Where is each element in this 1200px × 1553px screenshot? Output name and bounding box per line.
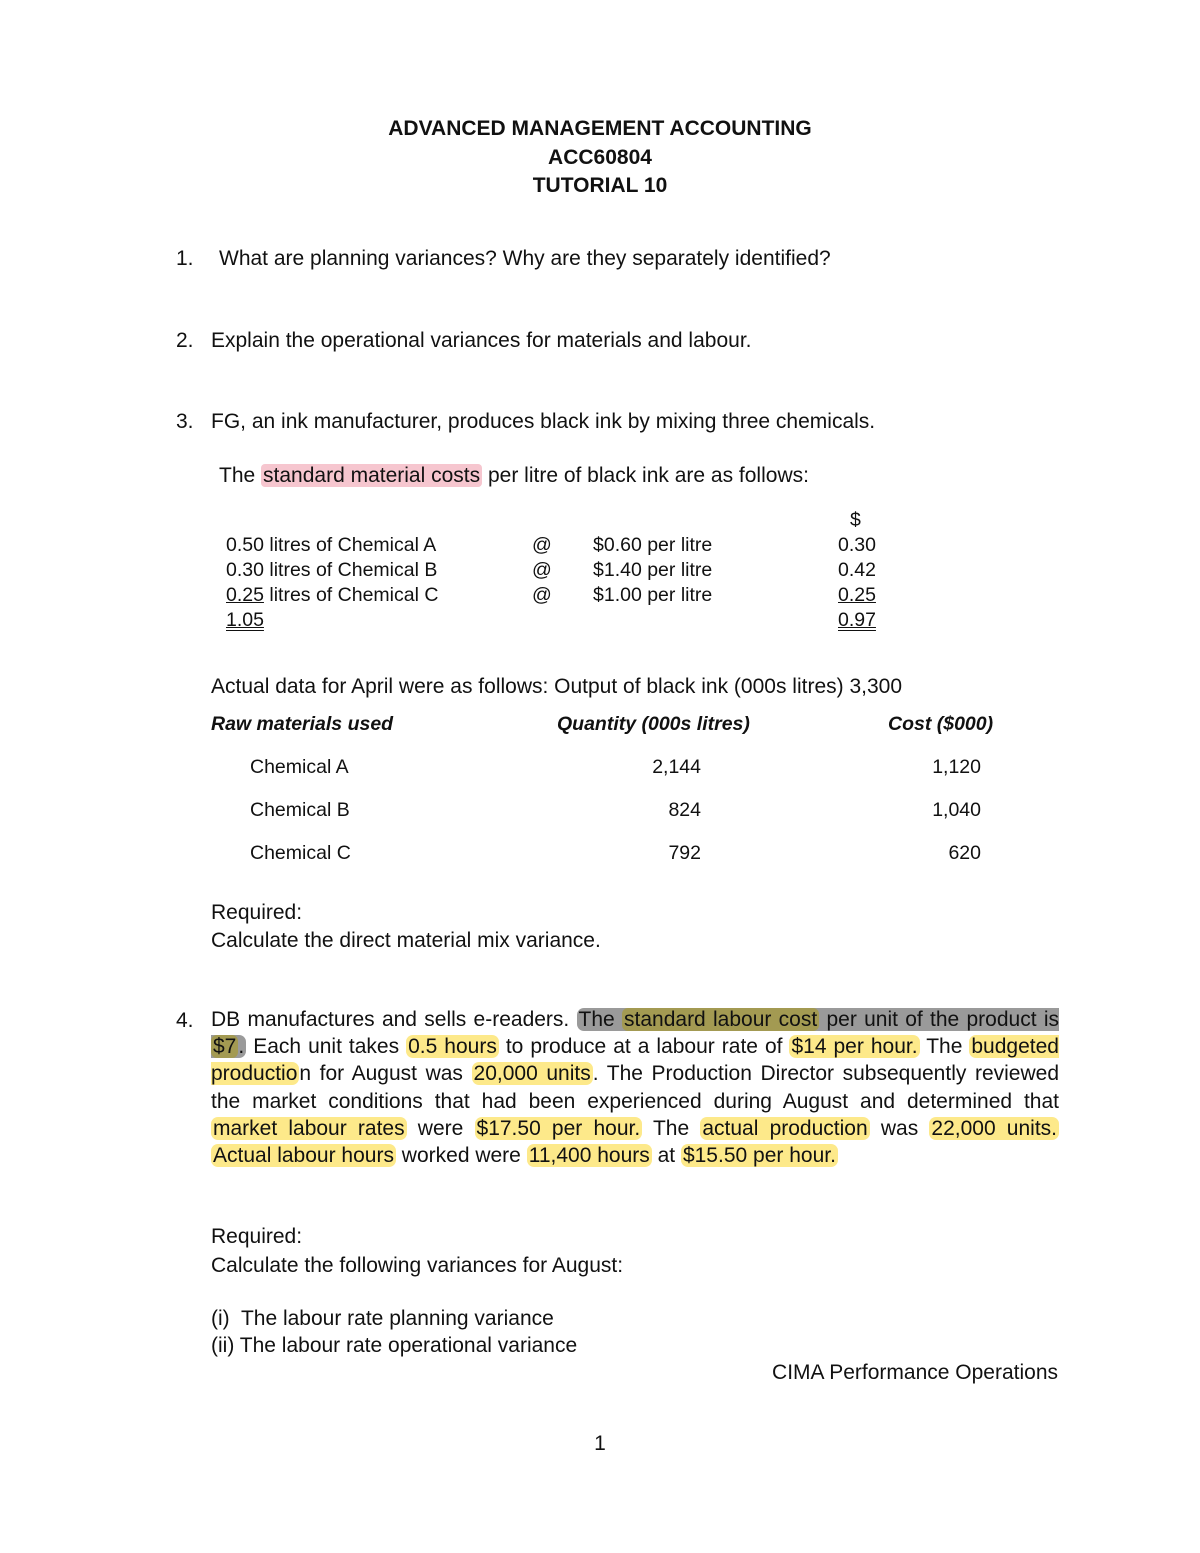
highlight-actual-rate: $15.50 per hour.	[682, 1144, 836, 1168]
source-attribution: CIMA Performance Operations	[772, 1361, 1058, 1384]
actual-data-text: Actual data for April were as follows: Output of black ink (000s litres) 3,300	[211, 675, 903, 698]
actual-row-a-qty: 2,144	[652, 756, 701, 778]
std-row-a-cost: 0.30	[838, 534, 876, 556]
col-header-materials: Raw materials used	[211, 713, 394, 735]
q2-number: 2.	[176, 329, 194, 352]
highlight-market-labour-rates: market labour rates	[213, 1116, 405, 1140]
q3-number: 3.	[176, 410, 194, 433]
std-total-qty: 1.05	[226, 609, 264, 631]
q4-item-ii: (ii) The labour rate operational variance	[211, 1334, 578, 1357]
highlight-standard-labour-cost: standard labour cost	[624, 1008, 818, 1031]
highlight-seven-dollars: $7	[213, 1035, 237, 1059]
q3-required-text: Calculate the direct material mix variance.	[211, 929, 601, 952]
page-number: 1	[594, 1432, 606, 1455]
highlight-budgeted-production: budgeted productio	[211, 1035, 1059, 1086]
actual-row-c-name: Chemical C	[250, 842, 351, 864]
highlight-market-rate-value: $17.50 per hour.	[476, 1116, 641, 1140]
q4-required-label: Required:	[211, 1225, 303, 1248]
highlight-hours-worked: 11,400 hours	[528, 1144, 650, 1168]
cost-column-header: $	[850, 509, 861, 531]
std-row-a-desc: 0.50 litres of Chemical A	[226, 534, 437, 556]
highlight-half-hour: 0.5 hours	[408, 1035, 497, 1059]
highlight-labour-rate: $14 per hour.	[791, 1035, 918, 1059]
highlight-actual-production: actual production	[702, 1116, 868, 1140]
q3-required-label: Required:	[211, 901, 303, 924]
actual-row-b-qty: 824	[668, 799, 701, 821]
q2-text: Explain the operational variances for materials and labour.	[211, 329, 752, 352]
std-row-a-at: @	[532, 534, 552, 556]
q4-number: 4.	[176, 1009, 194, 1032]
std-row-b-rate: $1.40 per litre	[593, 559, 713, 581]
q1-number: 1.	[176, 247, 194, 270]
std-row-b-desc: 0.30 litres of Chemical B	[226, 559, 438, 581]
std-row-c-at: @	[532, 584, 552, 606]
highlight-actual-labour-hours: Actual labour hours	[213, 1144, 394, 1168]
standard-cost-intro: The standard material costs per litre of black ink are as follows:	[219, 464, 809, 487]
actual-row-b-name: Chemical B	[250, 799, 350, 821]
highlight-budgeted-units: 20,000 units	[473, 1062, 591, 1086]
q1-text: What are planning variances? Why are they separately identified?	[219, 247, 831, 270]
std-row-c-desc: 0.25 litres of Chemical C	[226, 584, 439, 606]
std-row-a-rate: $0.60 per litre	[593, 534, 713, 556]
q4-paragraph: DB manufactures and sells e-readers. The standard labour cost per unit of the product is $7. Each unit takes 0.5 hours to produce at a labour rate of $14 per hour. The budgeted production for August was 20,000 units. The Production Director subsequently reviewed the market conditions that had been experienced during August and determined that market labour rates were $17.50 per hour. The actual production was 22,000 units. Actual labour hours worked were 11,400 hours at $15.50 per hour.	[211, 1008, 1059, 1168]
course-code: ACC60804	[548, 146, 652, 169]
std-row-b-at: @	[532, 559, 552, 581]
std-row-b-cost: 0.42	[838, 559, 876, 581]
q3-text: FG, an ink manufacturer, produces black ink by mixing three chemicals.	[211, 410, 876, 433]
q4-item-i: (i) The labour rate planning variance	[211, 1307, 554, 1330]
highlight-grey: The standard labour cost per unit of the product is $7.	[213, 1008, 1059, 1059]
std-total-cost: 0.97	[838, 609, 876, 631]
col-header-quantity: Quantity (000s litres)	[557, 713, 750, 735]
std-row-c-cost: 0.25	[838, 584, 876, 606]
tutorial-title: TUTORIAL 10	[532, 174, 668, 197]
std-row-c-rate: $1.00 per litre	[593, 584, 713, 606]
highlight-actual-units: 22,000 units.	[931, 1116, 1057, 1140]
actual-row-a-cost: 1,120	[932, 756, 981, 778]
col-header-cost: Cost ($000)	[888, 713, 994, 735]
actual-row-c-qty: 792	[668, 842, 701, 864]
actual-row-c-cost: 620	[948, 842, 981, 864]
actual-row-b-cost: 1,040	[932, 799, 981, 821]
actual-row-a-name: Chemical A	[250, 756, 349, 778]
highlight-standard-material-costs: standard material costs	[263, 464, 481, 487]
q4-required-text: Calculate the following variances for August:	[211, 1254, 624, 1277]
course-title: ADVANCED MANAGEMENT ACCOUNTING	[388, 117, 812, 140]
